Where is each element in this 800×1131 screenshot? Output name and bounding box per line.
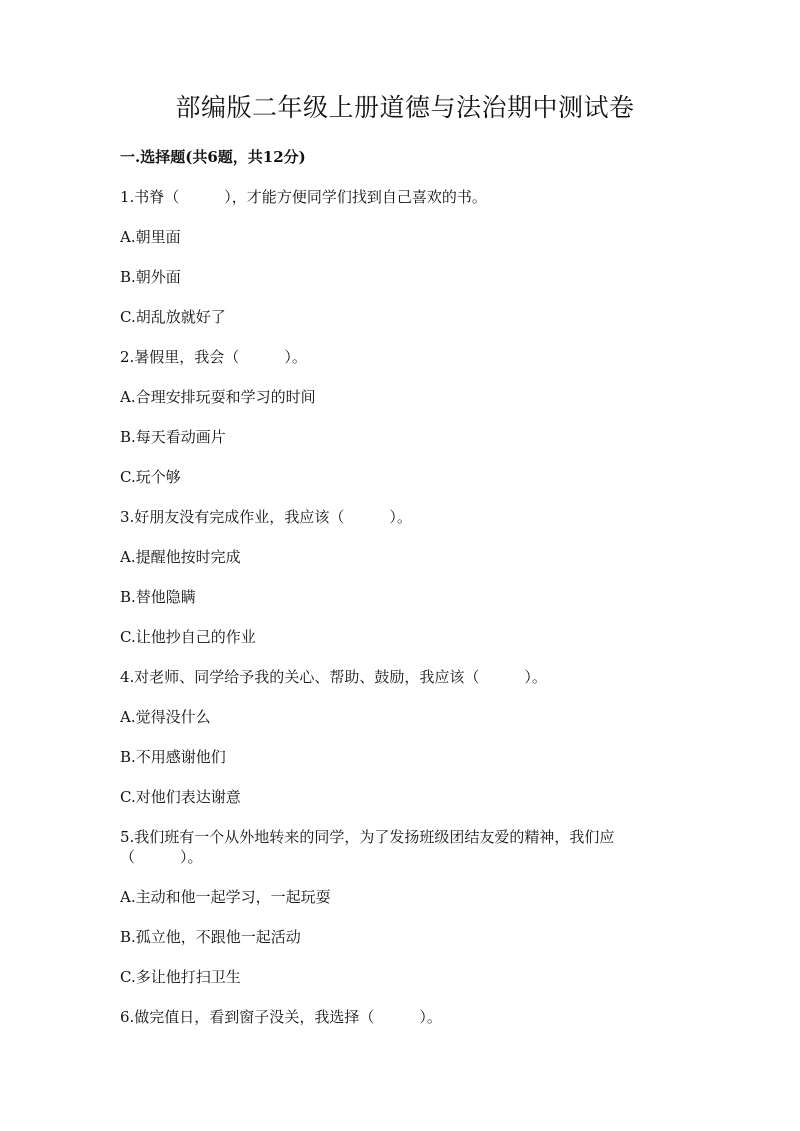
- option-c: C.让他抄自己的作业: [120, 628, 256, 646]
- option-a: A.朝里面: [120, 228, 181, 246]
- option-b: B.不用感谢他们: [120, 748, 226, 766]
- option-a: A.主动和他一起学习，一起玩耍: [120, 888, 331, 906]
- question-2: [120, 347, 690, 367]
- option-b: B.替他隐瞒: [120, 588, 196, 606]
- question-5: [120, 827, 690, 867]
- question-stem: 2.暑假里，我会（ ）。: [120, 348, 307, 366]
- option-c: C.对他们表达谢意: [120, 788, 241, 806]
- option-c: C.玩个够: [120, 468, 181, 486]
- page-title: 部编版二年级上册道德与法治期中测试卷: [175, 93, 635, 122]
- question-1: [120, 187, 690, 207]
- option-a: A.觉得没什么: [120, 708, 211, 726]
- question-stem: 3.好朋友没有完成作业，我应该（ ）。: [120, 508, 412, 526]
- question-stem: 4.对老师、同学给予我的关心、帮助、鼓励，我应该（ ）。: [120, 668, 547, 686]
- option-a: A.提醒他按时完成: [120, 548, 241, 566]
- question-stem: 5.我们班有一个从外地转来的同学，为了发扬班级团结友爱的精神，我们应（ ）。: [120, 828, 615, 866]
- option-b: B.孤立他，不跟他一起活动: [120, 928, 301, 946]
- question-stem: 1.书脊（ ），才能方便同学们找到自己喜欢的书。: [120, 188, 487, 206]
- option-a: A.合理安排玩耍和学习的时间: [120, 388, 316, 406]
- question-3: [120, 507, 690, 527]
- question-4: [120, 667, 690, 687]
- question-stem: 6.做完值日，看到窗子没关，我选择（ ）。: [120, 1008, 442, 1026]
- option-c: C.胡乱放就好了: [120, 308, 226, 326]
- option-b: B.朝外面: [120, 268, 181, 286]
- question-list: [120, 187, 690, 1027]
- section-heading: 一.选择题(共6题，共12分): [120, 148, 306, 166]
- option-b: B.每天看动画片: [120, 428, 226, 446]
- question-6: [120, 1007, 690, 1027]
- option-c: C.多让他打扫卫生: [120, 968, 241, 986]
